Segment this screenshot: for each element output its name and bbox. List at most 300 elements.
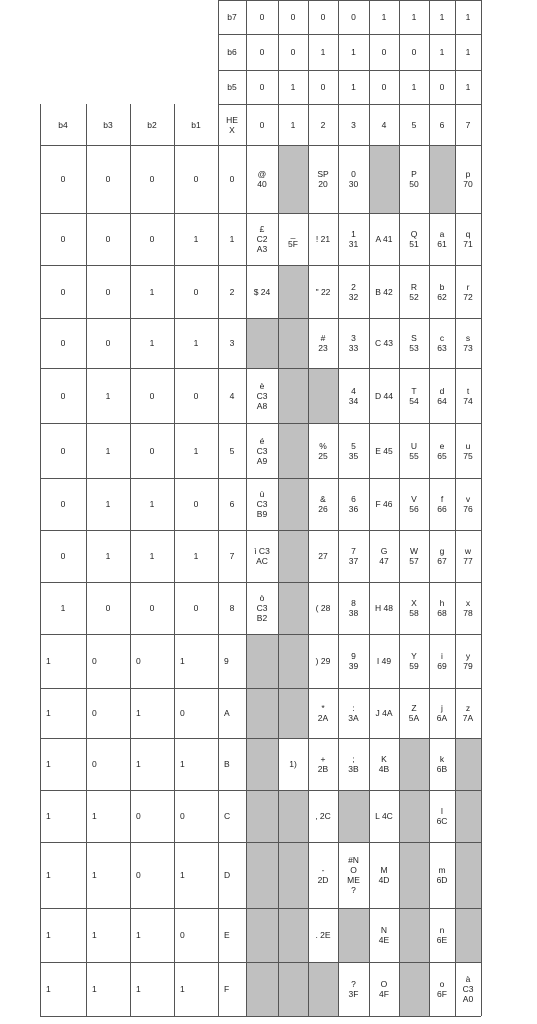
row-bit bbox=[174, 582, 218, 634]
header-bit-value bbox=[455, 0, 481, 34]
header-bit-value-text: 1 bbox=[290, 82, 296, 92]
row-bit-text: 0 bbox=[136, 811, 141, 821]
char-cell bbox=[399, 368, 429, 423]
row-bit-text: 1 bbox=[46, 811, 51, 821]
char-cell bbox=[338, 738, 369, 790]
row-bit bbox=[130, 318, 174, 368]
char-cell-text: x 78 bbox=[463, 598, 473, 618]
header-bit-value bbox=[338, 34, 369, 70]
char-cell-text: " 22 bbox=[315, 286, 331, 297]
char-cell-text: y 79 bbox=[463, 651, 473, 671]
header-bit-label-text: b6 bbox=[227, 47, 237, 57]
char-cell bbox=[429, 530, 455, 582]
row-bit-text: 0 bbox=[193, 174, 199, 184]
shaded-cell bbox=[278, 790, 308, 842]
char-cell bbox=[429, 368, 455, 423]
row-bit bbox=[174, 423, 218, 478]
char-cell-text: ; 3B bbox=[348, 754, 359, 774]
char-cell bbox=[429, 688, 455, 738]
row-bit-text: 0 bbox=[149, 445, 155, 456]
header-bit-value-text: 1 bbox=[465, 82, 471, 92]
char-cell bbox=[455, 318, 481, 368]
header-bit-value-text: 1 bbox=[411, 12, 417, 22]
grid-line bbox=[308, 0, 309, 1016]
row-bit-text: 0 bbox=[60, 174, 66, 184]
char-cell-text: P 50 bbox=[409, 169, 419, 189]
char-cell-text: ì C3 AC bbox=[254, 546, 270, 566]
shaded-cell bbox=[278, 423, 308, 478]
row-bit-text: 0 bbox=[180, 930, 185, 940]
row-bit bbox=[86, 368, 130, 423]
row-bit-text: 1 bbox=[105, 551, 111, 561]
column-header-bit bbox=[130, 104, 174, 145]
char-cell-text: SP 20 bbox=[317, 169, 329, 189]
char-cell-text: w 77 bbox=[463, 546, 473, 566]
shaded-cell bbox=[246, 634, 278, 688]
char-cell bbox=[369, 318, 399, 368]
char-cell-text: s 73 bbox=[463, 333, 473, 353]
char-cell bbox=[369, 265, 399, 318]
row-bit bbox=[86, 962, 130, 1016]
row-bit bbox=[86, 738, 130, 790]
grid-line bbox=[40, 738, 481, 739]
shaded-cell bbox=[399, 962, 429, 1016]
header-bit-value bbox=[369, 34, 399, 70]
char-cell-text: T 54 bbox=[409, 385, 419, 406]
char-cell-text: ( 28 bbox=[315, 603, 331, 613]
char-cell-text: , 2C bbox=[315, 811, 331, 821]
grid-line bbox=[338, 0, 339, 1016]
char-cell bbox=[308, 634, 338, 688]
row-bit bbox=[86, 790, 130, 842]
char-cell bbox=[308, 478, 338, 530]
char-cell-text: 6 36 bbox=[348, 494, 359, 514]
row-bit bbox=[86, 634, 130, 688]
row-bit bbox=[40, 738, 86, 790]
char-cell-text: b 62 bbox=[437, 281, 447, 302]
row-bit bbox=[40, 582, 86, 634]
char-cell bbox=[369, 738, 399, 790]
shaded-cell bbox=[278, 478, 308, 530]
row-bit bbox=[86, 842, 130, 908]
char-cell-text: O 4F bbox=[379, 979, 389, 999]
row-bit bbox=[174, 790, 218, 842]
char-cell-text: i 69 bbox=[437, 651, 447, 671]
row-hex bbox=[218, 318, 246, 368]
char-cell-text: L 4C bbox=[375, 811, 393, 821]
char-cell bbox=[308, 688, 338, 738]
char-cell bbox=[369, 688, 399, 738]
row-bit-text: 1 bbox=[105, 499, 111, 509]
char-cell-text: Q 51 bbox=[409, 229, 419, 249]
char-cell bbox=[308, 265, 338, 318]
char-cell bbox=[338, 318, 369, 368]
row-bit bbox=[174, 478, 218, 530]
shaded-cell bbox=[278, 318, 308, 368]
char-cell-text: é C3 A9 bbox=[256, 435, 268, 466]
shaded-cell bbox=[338, 908, 369, 962]
shaded-cell bbox=[278, 368, 308, 423]
char-cell bbox=[369, 842, 399, 908]
column-header-code bbox=[399, 104, 429, 145]
row-hex-text: 5 bbox=[229, 445, 235, 456]
row-bit-text: 1 bbox=[46, 984, 51, 994]
header-bit-value-text: 0 bbox=[381, 82, 387, 92]
char-cell-text: g 67 bbox=[437, 546, 447, 566]
row-bit-text: 1 bbox=[180, 759, 185, 769]
char-cell bbox=[338, 842, 369, 908]
char-cell bbox=[429, 634, 455, 688]
row-bit-text: 1 bbox=[105, 445, 111, 456]
char-cell-text: U 55 bbox=[409, 440, 419, 461]
row-bit-text: 1 bbox=[149, 551, 155, 561]
header-bit-value-text: 1 bbox=[381, 12, 387, 22]
row-bit bbox=[40, 265, 86, 318]
char-cell-text: d 64 bbox=[437, 385, 447, 406]
row-bit-text: 0 bbox=[149, 603, 155, 613]
column-header-code bbox=[455, 104, 481, 145]
row-bit bbox=[40, 634, 86, 688]
row-bit-text: 1 bbox=[92, 870, 97, 880]
header-bit-value bbox=[246, 34, 278, 70]
char-cell-text: H 48 bbox=[375, 603, 393, 613]
grid-line bbox=[40, 908, 481, 909]
row-bit bbox=[130, 213, 174, 265]
char-cell bbox=[455, 213, 481, 265]
grid-line bbox=[218, 70, 481, 71]
column-header-code-text: 2 bbox=[320, 119, 326, 130]
char-cell-text: X 58 bbox=[409, 598, 419, 618]
char-cell-text: . 2E bbox=[315, 930, 331, 940]
grid-line bbox=[86, 104, 87, 1016]
char-cell bbox=[429, 265, 455, 318]
row-bit bbox=[130, 962, 174, 1016]
row-bit-text: 0 bbox=[60, 286, 66, 297]
shaded-cell bbox=[278, 842, 308, 908]
char-cell bbox=[455, 634, 481, 688]
column-header-bit-text: b4 bbox=[58, 119, 68, 130]
shaded-cell bbox=[429, 145, 455, 213]
shaded-cell bbox=[369, 145, 399, 213]
char-cell-text: $ 24 bbox=[253, 286, 271, 297]
header-bit-value-text: 0 bbox=[320, 82, 326, 92]
row-hex bbox=[218, 265, 246, 318]
header-bit-value bbox=[278, 0, 308, 34]
grid-line bbox=[218, 34, 481, 35]
row-bit bbox=[174, 265, 218, 318]
char-cell bbox=[308, 423, 338, 478]
header-bit-value-text: 0 bbox=[259, 47, 265, 57]
shaded-cell bbox=[338, 790, 369, 842]
row-bit-text: 1 bbox=[46, 930, 51, 940]
header-bit-value-text: 1 bbox=[320, 47, 326, 57]
char-cell bbox=[399, 582, 429, 634]
row-bit bbox=[174, 368, 218, 423]
row-bit-text: 1 bbox=[46, 759, 51, 769]
char-cell bbox=[308, 213, 338, 265]
shaded-cell bbox=[278, 582, 308, 634]
char-cell bbox=[369, 368, 399, 423]
row-hex-text: 1 bbox=[229, 234, 235, 244]
char-cell bbox=[369, 530, 399, 582]
char-cell bbox=[278, 213, 308, 265]
header-bit-value bbox=[429, 70, 455, 104]
column-header-code bbox=[246, 104, 278, 145]
column-header-code-text: 1 bbox=[290, 119, 296, 130]
row-bit-text: 1 bbox=[193, 338, 199, 348]
char-cell-text: 3 33 bbox=[348, 333, 359, 353]
char-cell-text: F 46 bbox=[375, 499, 393, 509]
char-cell-text: l 6C bbox=[436, 806, 448, 826]
column-header-code bbox=[308, 104, 338, 145]
header-bit-value bbox=[455, 70, 481, 104]
char-cell bbox=[399, 213, 429, 265]
column-header-bit-text: b1 bbox=[191, 119, 201, 130]
header-bit-value bbox=[338, 0, 369, 34]
char-cell bbox=[455, 688, 481, 738]
shaded-cell bbox=[246, 688, 278, 738]
row-bit-text: 1 bbox=[193, 445, 199, 456]
header-bit-label bbox=[218, 70, 246, 104]
char-cell bbox=[455, 582, 481, 634]
grid-line bbox=[40, 213, 481, 214]
row-bit bbox=[40, 368, 86, 423]
row-bit bbox=[174, 738, 218, 790]
row-bit-text: 0 bbox=[149, 234, 155, 244]
grid-line bbox=[455, 0, 456, 1016]
row-bit bbox=[130, 738, 174, 790]
char-cell-text: ! 21 bbox=[315, 234, 331, 244]
char-cell bbox=[246, 145, 278, 213]
char-cell bbox=[399, 318, 429, 368]
char-cell bbox=[429, 478, 455, 530]
char-cell-text: c 63 bbox=[437, 333, 447, 353]
row-bit-text: 1 bbox=[180, 870, 185, 880]
shaded-cell bbox=[455, 738, 481, 790]
grid-line bbox=[130, 104, 131, 1016]
row-bit bbox=[40, 790, 86, 842]
grid-line bbox=[369, 0, 370, 1016]
column-header-hex-text: HE X bbox=[226, 114, 238, 135]
char-cell bbox=[338, 145, 369, 213]
char-cell bbox=[338, 423, 369, 478]
row-hex bbox=[218, 423, 246, 478]
char-cell-text: K 4B bbox=[378, 754, 390, 774]
char-cell-text: J 4A bbox=[375, 708, 393, 718]
header-bit-label bbox=[218, 0, 246, 34]
header-bit-value-text: 0 bbox=[320, 12, 326, 22]
char-cell bbox=[369, 213, 399, 265]
shaded-cell bbox=[246, 738, 278, 790]
char-cell-text: @ 40 bbox=[257, 169, 267, 189]
grid-line bbox=[40, 423, 481, 424]
shaded-cell bbox=[399, 790, 429, 842]
char-cell bbox=[429, 423, 455, 478]
char-cell-text: 5 35 bbox=[348, 440, 359, 461]
header-bit-label-text: b5 bbox=[227, 82, 237, 92]
row-bit-text: 0 bbox=[149, 390, 155, 401]
char-cell bbox=[308, 530, 338, 582]
char-cell bbox=[455, 265, 481, 318]
grid-line bbox=[40, 318, 481, 319]
char-cell bbox=[308, 582, 338, 634]
row-bit bbox=[130, 842, 174, 908]
char-cell bbox=[338, 530, 369, 582]
shaded-cell bbox=[399, 738, 429, 790]
header-bit-value-text: 1 bbox=[351, 47, 356, 57]
char-cell bbox=[455, 530, 481, 582]
header-bit-value-text: 0 bbox=[439, 82, 445, 92]
row-bit bbox=[130, 908, 174, 962]
row-bit bbox=[130, 530, 174, 582]
row-bit-text: 0 bbox=[60, 234, 66, 244]
char-cell bbox=[455, 478, 481, 530]
header-bit-value bbox=[429, 0, 455, 34]
char-cell bbox=[308, 738, 338, 790]
grid-line bbox=[40, 1016, 481, 1017]
shaded-cell bbox=[246, 790, 278, 842]
row-hex bbox=[218, 634, 246, 688]
header-bit-value-text: 1 bbox=[439, 12, 445, 22]
row-bit-text: 1 bbox=[136, 930, 141, 940]
char-cell bbox=[308, 145, 338, 213]
char-cell-text: r 72 bbox=[463, 281, 473, 302]
row-hex bbox=[218, 582, 246, 634]
char-cell bbox=[429, 213, 455, 265]
header-bit-value-text: 0 bbox=[259, 82, 265, 92]
char-cell-text: 8 38 bbox=[348, 598, 359, 618]
char-cell-text: 7 37 bbox=[348, 546, 359, 566]
row-bit bbox=[40, 213, 86, 265]
row-bit-text: 1 bbox=[46, 708, 51, 718]
row-bit-text: 0 bbox=[105, 286, 111, 297]
char-cell bbox=[429, 738, 455, 790]
char-cell bbox=[429, 842, 455, 908]
char-cell bbox=[369, 478, 399, 530]
grid-line bbox=[40, 790, 481, 791]
header-bit-value-text: 1 bbox=[439, 47, 445, 57]
row-bit bbox=[40, 145, 86, 213]
char-cell-text: * 2A bbox=[317, 703, 329, 723]
char-cell-text: p 70 bbox=[463, 169, 473, 189]
grid-line bbox=[246, 0, 247, 1016]
column-header-bit bbox=[174, 104, 218, 145]
char-cell bbox=[338, 478, 369, 530]
row-hex-text: 0 bbox=[229, 174, 235, 184]
char-cell-text: ) 29 bbox=[315, 656, 331, 666]
row-bit-text: 0 bbox=[193, 286, 199, 297]
char-cell-text: % 25 bbox=[318, 440, 328, 461]
row-hex-text: D bbox=[224, 870, 231, 880]
char-cell bbox=[399, 265, 429, 318]
row-bit bbox=[174, 213, 218, 265]
header-bit-value bbox=[246, 70, 278, 104]
row-bit-text: 0 bbox=[180, 708, 185, 718]
grid-line bbox=[40, 530, 481, 531]
char-cell-text: f 66 bbox=[437, 494, 447, 514]
row-bit bbox=[40, 530, 86, 582]
grid-line bbox=[218, 0, 219, 1016]
row-bit-text: 1 bbox=[193, 551, 199, 561]
column-header-bit-text: b2 bbox=[147, 119, 157, 130]
row-hex-text: 2 bbox=[229, 286, 235, 297]
char-cell-text: M 4D bbox=[378, 865, 390, 885]
row-bit-text: 1 bbox=[136, 708, 141, 718]
char-cell-text: j 6A bbox=[436, 703, 448, 723]
header-bit-value bbox=[246, 0, 278, 34]
row-bit-text: 0 bbox=[193, 603, 199, 613]
header-bit-label bbox=[218, 34, 246, 70]
row-hex-text: A bbox=[224, 708, 230, 718]
char-cell bbox=[246, 582, 278, 634]
column-header-bit bbox=[86, 104, 130, 145]
char-cell-text: # 23 bbox=[318, 333, 328, 353]
header-bit-value-text: 1 bbox=[465, 12, 471, 22]
column-header-code bbox=[429, 104, 455, 145]
shaded-cell bbox=[308, 368, 338, 423]
row-hex-text: 3 bbox=[229, 338, 235, 348]
char-cell bbox=[455, 962, 481, 1016]
row-bit-text: 1 bbox=[149, 338, 155, 348]
column-header-code-text: 5 bbox=[411, 119, 417, 130]
grid-line bbox=[40, 688, 481, 689]
row-bit bbox=[130, 265, 174, 318]
char-cell bbox=[429, 790, 455, 842]
char-cell bbox=[338, 368, 369, 423]
char-cell-text: I 49 bbox=[376, 656, 392, 666]
shaded-cell bbox=[455, 790, 481, 842]
row-hex bbox=[218, 842, 246, 908]
row-bit bbox=[174, 318, 218, 368]
row-hex bbox=[218, 908, 246, 962]
grid-line bbox=[40, 478, 481, 479]
char-cell-text: Y 59 bbox=[409, 651, 419, 671]
char-cell bbox=[308, 790, 338, 842]
row-bit bbox=[174, 962, 218, 1016]
shaded-cell bbox=[278, 145, 308, 213]
char-cell-text: ? 3F bbox=[348, 979, 359, 999]
row-hex-text: 8 bbox=[229, 603, 235, 613]
row-bit bbox=[40, 962, 86, 1016]
grid-line bbox=[40, 265, 481, 266]
grid-line bbox=[40, 962, 481, 963]
header-bit-value-text: 0 bbox=[351, 12, 356, 22]
char-cell-text: + 2B bbox=[317, 754, 329, 774]
char-cell bbox=[308, 318, 338, 368]
row-hex bbox=[218, 962, 246, 1016]
row-bit-text: 0 bbox=[60, 445, 66, 456]
row-bit bbox=[130, 790, 174, 842]
grid-line bbox=[40, 582, 481, 583]
char-cell bbox=[246, 423, 278, 478]
row-hex bbox=[218, 530, 246, 582]
char-cell-text: è C3 A8 bbox=[256, 380, 268, 411]
row-bit-text: 0 bbox=[105, 174, 111, 184]
header-bit-value-text: 1 bbox=[465, 47, 471, 57]
grid-line bbox=[429, 0, 430, 1016]
row-bit bbox=[86, 318, 130, 368]
char-cell bbox=[246, 530, 278, 582]
header-bit-value-text: 0 bbox=[381, 47, 387, 57]
shaded-cell bbox=[246, 962, 278, 1016]
row-bit-text: 1 bbox=[92, 930, 97, 940]
row-hex bbox=[218, 790, 246, 842]
column-header-code-text: 4 bbox=[381, 119, 387, 130]
shaded-cell bbox=[278, 530, 308, 582]
char-cell-text: à C3 A0 bbox=[462, 974, 474, 1004]
grid-line bbox=[481, 0, 482, 1016]
char-cell bbox=[399, 145, 429, 213]
